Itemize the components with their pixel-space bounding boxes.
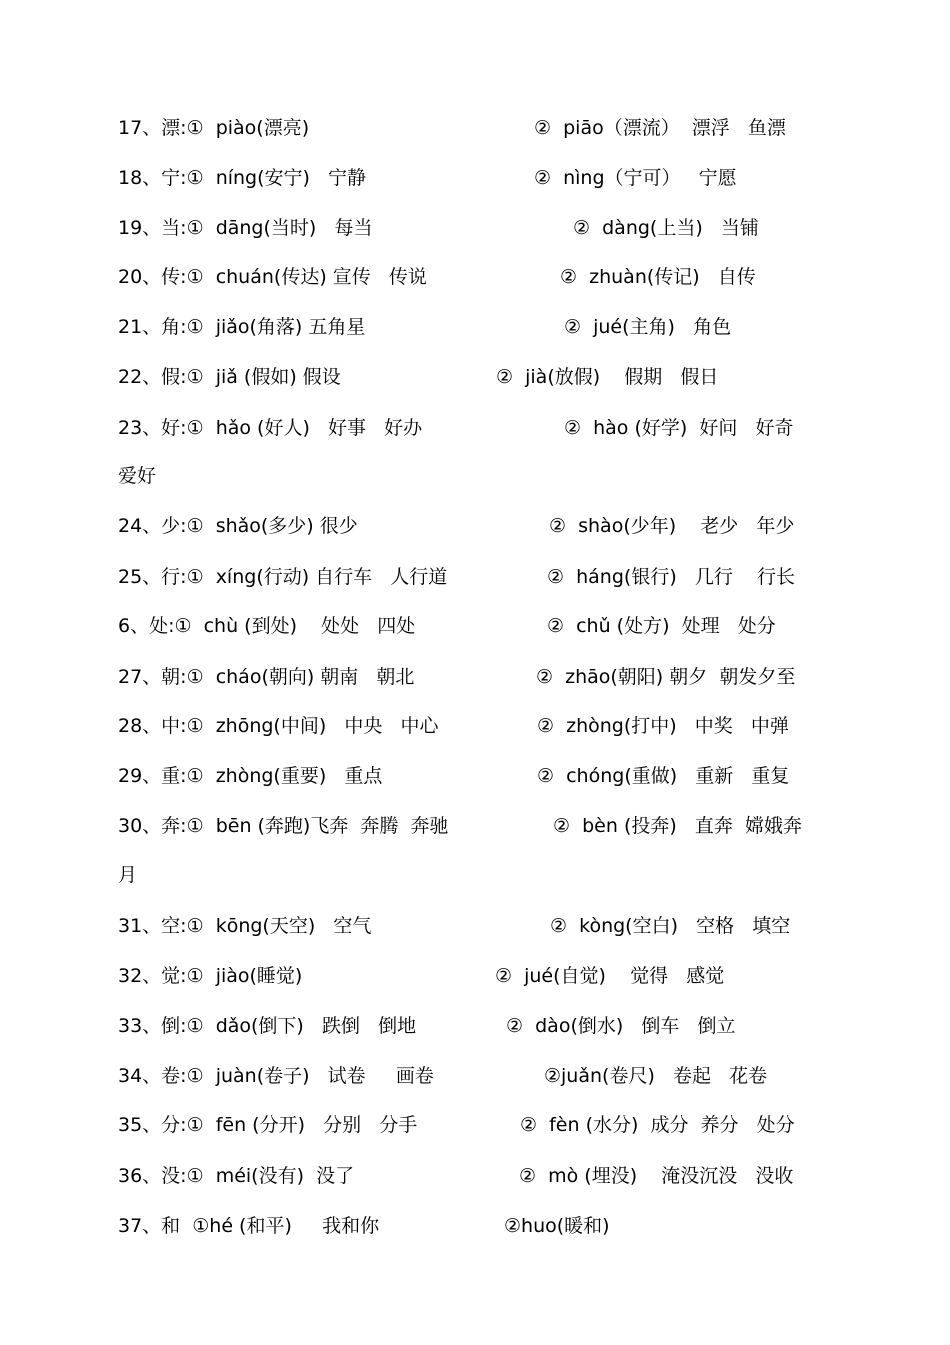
entry-37-reading-2: ②huo(暖和) [504,1215,610,1237]
entry-26-reading-1: 6、处:① chù (到处) 处处 四处 [118,615,416,637]
entry-35-reading-2: ② fèn (水分) 成分 养分 处分 [520,1114,795,1136]
entry-20-reading-1: 20、传:① chuán(传达) 宣传 传说 [118,266,427,288]
entry-25-reading-2: ② háng(银行) 几行 行长 [547,566,796,588]
entry-23-reading-1: 23、好:① hǎo (好人) 好事 好办 [118,417,423,439]
entry-17-reading-1: 17、漂:① piào(漂亮) [118,117,310,139]
entry-36-reading-1: 36、没:① méi(没有) 没了 [118,1165,355,1187]
entry-31-reading-1: 31、空:① kōng(天空) 空气 [118,915,372,937]
entry-19-reading-1: 19、当:① dāng(当时) 每当 [118,217,373,239]
entry-34-reading-1: 34、卷:① juàn(卷子) 试卷 画卷 [118,1065,434,1087]
entry-25-reading-1: 25、行:① xíng(行动) 自行车 人行道 [118,566,448,588]
entry-28-reading-1: 28、中:① zhōng(中间) 中央 中心 [118,715,439,737]
entry-32-reading-2: ② jué(自觉) 觉得 感觉 [495,965,725,987]
entry-28-reading-2: ② zhòng(打中) 中奖 中弹 [537,715,789,737]
entry-29-reading-2: ② chóng(重做) 重新 重复 [537,765,790,787]
entry-18-reading-2: ② nìng（宁可） 宁愿 [534,167,737,189]
entry-35-reading-1: 35、分:① fēn (分开) 分别 分手 [118,1114,418,1136]
entry-31-reading-2: ② kòng(空白) 空格 填空 [550,915,791,937]
entry-22-reading-2: ② jià(放假) 假期 假日 [496,366,719,388]
entry-37-reading-1: 37、和 ①hé (和平) 我和你 [118,1215,380,1237]
entry-30-reading-2: ② bèn (投奔) 直奔 嫦娥奔 [553,815,802,837]
entry-34-reading-2: ②juǎn(卷尺) 卷起 花卷 [544,1065,768,1087]
entry-33-reading-2: ② dào(倒水) 倒车 倒立 [506,1015,736,1037]
entry-21-reading-2: ② jué(主角) 角色 [564,316,732,338]
entry-36-reading-2: ② mò (埋没) 淹没沉没 没收 [519,1165,794,1187]
entry-19-reading-2: ② dàng(上当) 当铺 [573,217,759,239]
entry-21-reading-1: 21、角:① jiǎo(角落) 五角星 [118,316,366,338]
entry-23-wrap-text: 爱好 [118,465,157,487]
entry-17-reading-2: ② piāo（漂流） 漂浮 鱼漂 [534,117,786,139]
entry-27-reading-1: 27、朝:① cháo(朝向) 朝南 朝北 [118,666,415,688]
entry-23-reading-2: ② hào (好学) 好问 好奇 [564,417,794,439]
entry-18-reading-1: 18、宁:① níng(安宁) 宁静 [118,167,367,189]
entry-37 [118,1214,610,1310]
entry-24-reading-2: ② shào(少年) 老少 年少 [549,515,795,537]
entry-29-reading-1: 29、重:① zhòng(重要) 重点 [118,765,383,787]
entry-27-reading-2: ② zhāo(朝阳) 朝夕 朝发夕至 [536,666,796,688]
entry-33-reading-1: 33、倒:① dǎo(倒下) 跌倒 倒地 [118,1015,417,1037]
entry-32-reading-1: 32、觉:① jiào(睡觉) [118,965,303,987]
entry-20-reading-2: ② zhuàn(传记) 自传 [560,266,756,288]
entry-24-reading-1: 24、少:① shǎo(多少) 很少 [118,515,358,537]
entry-30-wrap-text: 月 [118,864,138,886]
entry-30-reading-1: 30、奔:① bēn (奔跑)飞奔 奔腾 奔驰 [118,815,449,837]
entry-26-reading-2: ② chǔ (处方) 处理 处分 [547,615,776,637]
entry-22-reading-1: 22、假:① jiǎ (假如) 假设 [118,366,341,388]
